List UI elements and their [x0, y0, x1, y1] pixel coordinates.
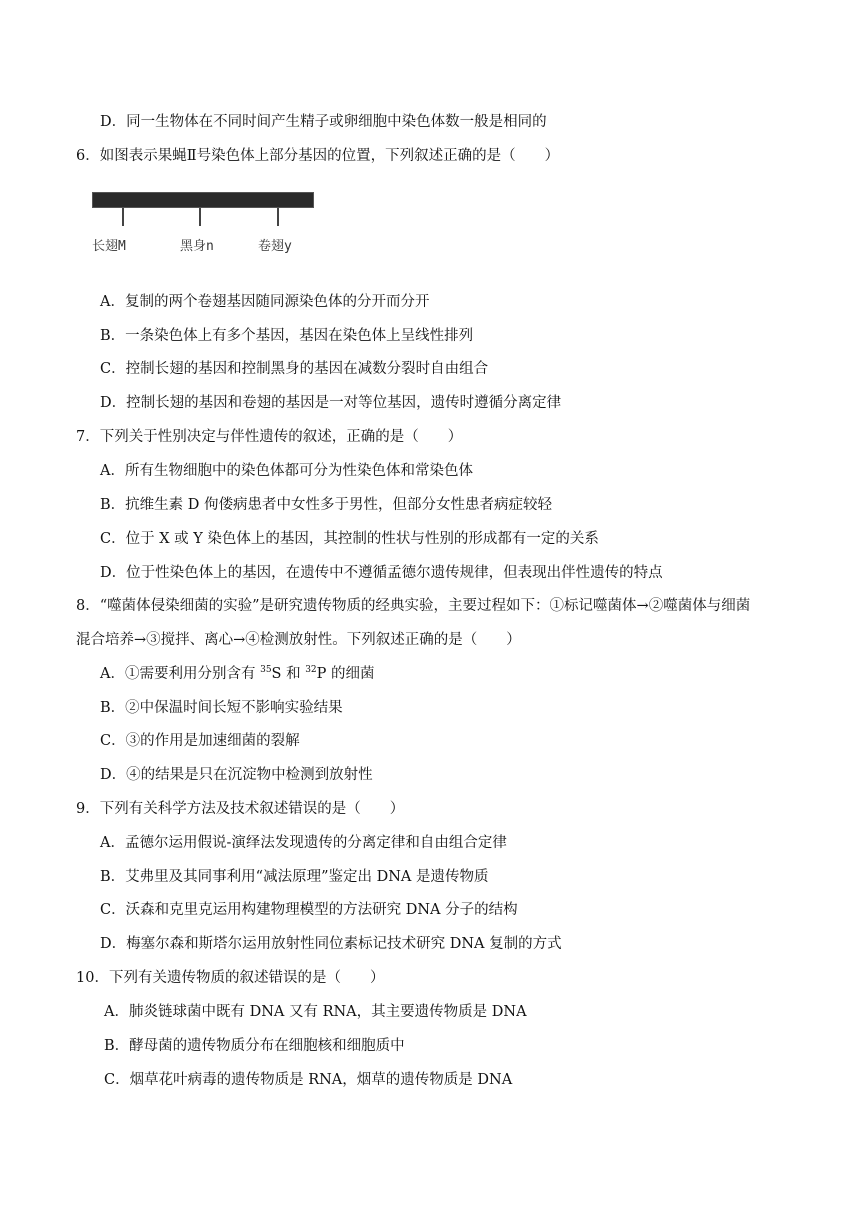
- q8-option-b: B．②中保温时间长短不影响实验结果: [100, 700, 343, 716]
- q10-option-b: B．酵母菌的遗传物质分布在细胞核和细胞质中: [104, 1038, 405, 1054]
- gene-label-curly-wing: 卷翅y: [258, 239, 292, 254]
- q8-stem-line1: 8．“噬菌体侵染细菌的实验”是研究遗传物质的经典实验，主要过程如下：①标记噬菌体→②噬菌体与细菌: [76, 598, 751, 614]
- gene-locus-tick: [277, 208, 279, 226]
- q6-stem: 6．如图表示果蝇Ⅱ号染色体上部分基因的位置，下列叙述正确的是（ ）: [76, 148, 560, 164]
- gene-label-long-wing: 长翅M: [92, 239, 126, 254]
- q8-option-d: D．④的结果是只在沉淀物中检测到放射性: [100, 767, 373, 783]
- q10-option-c: C．烟草花叶病毒的遗传物质是 RNA，烟草的遗传物质是 DNA: [104, 1072, 513, 1088]
- q7-option-a: A．所有生物细胞中的染色体都可分为性染色体和常染色体: [100, 463, 473, 479]
- q10-stem: 10．下列有关遗传物质的叙述错误的是（ ）: [76, 970, 385, 986]
- gene-label-black-body: 黑身n: [180, 239, 214, 254]
- gene-locus-tick: [122, 208, 124, 226]
- q10-option-a: A．肺炎链球菌中既有 DNA 又有 RNA，其主要遗传物质是 DNA: [104, 1004, 527, 1020]
- q7-stem: 7．下列关于性别决定与伴性遗传的叙述，正确的是（ ）: [76, 429, 463, 445]
- q8-option-a-text-3: P 的细菌: [316, 666, 375, 682]
- q6-option-c: C．控制长翅的基因和控制黑身的基因在减数分裂时自由组合: [100, 361, 489, 377]
- q8-stem-line2: 混合培养→③搅拌、离心→④检测放射性。下列叙述正确的是（ ）: [76, 632, 521, 648]
- q9-option-d: D．梅塞尔森和斯塔尔运用放射性同位素标记技术研究 DNA 复制的方式: [100, 936, 562, 952]
- q6-option-d: D．控制长翅的基因和卷翅的基因是一对等位基因，遗传时遵循分离定律: [100, 395, 562, 411]
- q8-option-a: [100, 664, 375, 684]
- q8-option-c: C．③的作用是加速细菌的裂解: [100, 733, 300, 749]
- isotope-mass-number-s: 35: [260, 665, 272, 675]
- q9-option-a: A．孟德尔运用假说-演绎法发现遗传的分离定律和自由组合定律: [100, 835, 507, 851]
- q7-option-d: D．位于性染色体上的基因，在遗传中不遵循孟德尔遗传规律，但表现出伴性遗传的特点: [100, 565, 663, 581]
- q8-option-a-text-2: S 和: [271, 666, 306, 682]
- q9-option-c: C．沃森和克里克运用构建物理模型的方法研究 DNA 分子的结构: [100, 902, 518, 918]
- q7-option-b: B．抗维生素 D 佝偻病患者中女性多于男性，但部分女性患者病症较轻: [100, 497, 552, 513]
- gene-locus-tick: [199, 208, 201, 226]
- q9-option-b: B．艾弗里及其同事利用“减法原理”鉴定出 DNA 是遗传物质: [100, 869, 489, 885]
- chromosome-diagram: [92, 190, 316, 260]
- q5-option-d: D．同一生物体在不同时间产生精子或卵细胞中染色体数一般是相同的: [100, 114, 547, 130]
- q6-option-a: A．复制的两个卷翅基因随同源染色体的分开而分开: [100, 294, 430, 310]
- q8-option-a-text-1: A．①需要利用分别含有: [100, 666, 261, 682]
- isotope-mass-number-p: 32: [305, 665, 317, 675]
- q7-option-c: C．位于 X 或 Y 染色体上的基因，其控制的性状与性别的形成都有一定的关系: [100, 531, 599, 547]
- q6-option-b: B．一条染色体上有多个基因，基因在染色体上呈线性排列: [100, 328, 474, 344]
- q9-stem: 9．下列有关科学方法及技术叙述错误的是（ ）: [76, 801, 405, 817]
- chromosome-bar: [92, 192, 314, 208]
